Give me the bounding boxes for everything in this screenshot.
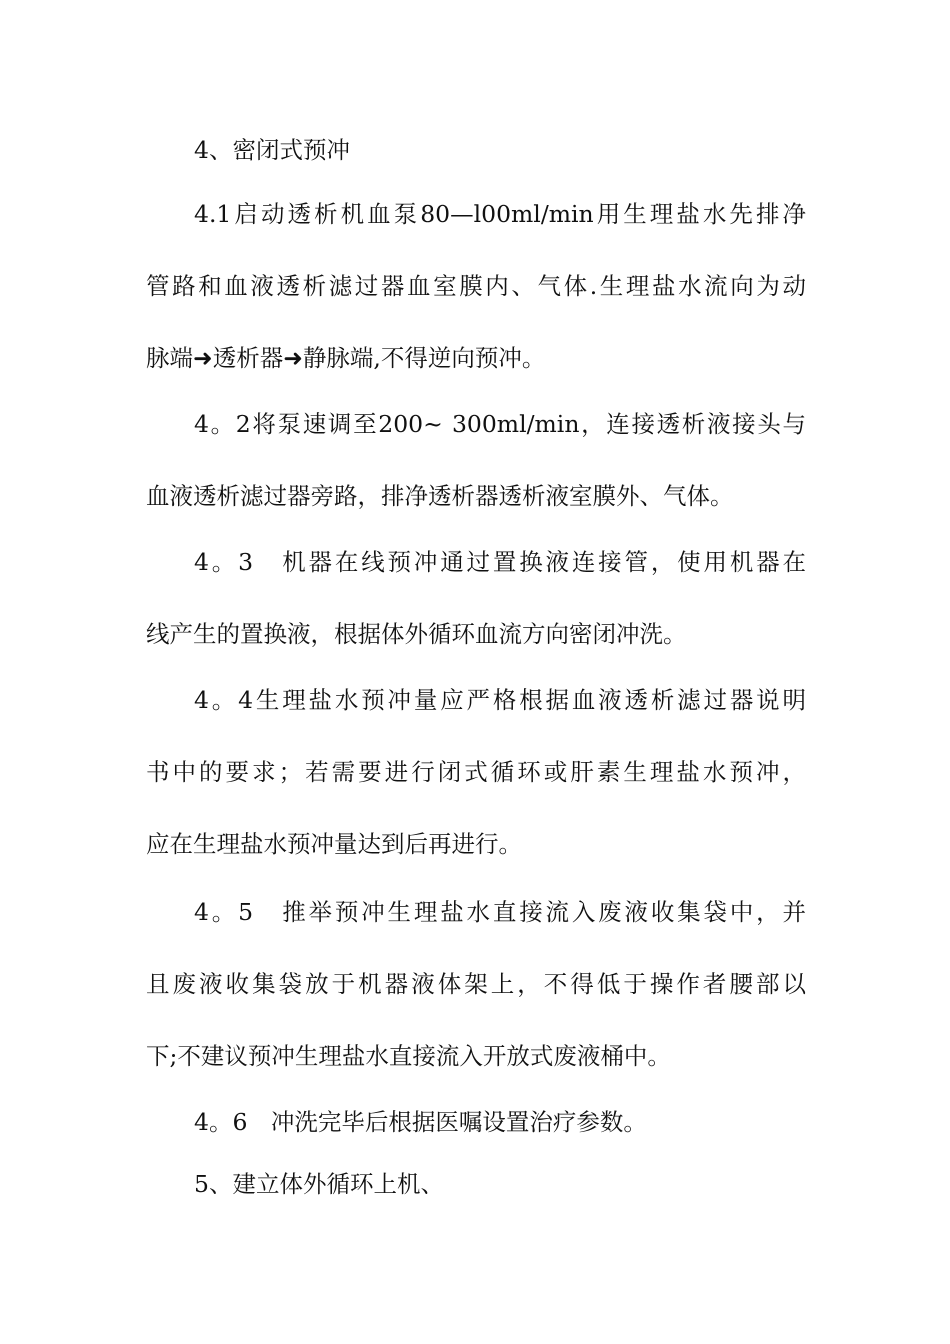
paragraph-4-4-line-2: 书中的要求；若需要进行闭式循环或肝素生理盐水预冲， [146, 758, 806, 786]
paragraph-4-3-line-2: 线产生的置换液，根据体外循环血流方向密闭冲洗。 [146, 620, 687, 648]
paragraph-4-5-line-3: 下;不建议预冲生理盐水直接流入开放式废液桶中。 [146, 1042, 671, 1070]
paragraph-4-3-line-1: 4。3 机器在线预冲通过置换液连接管，使用机器在 [194, 548, 806, 576]
section-heading-5: 5、建立体外循环上机、 [194, 1170, 444, 1198]
paragraph-4-1-line-3: 脉端➜透析器➜静脉端,不得逆向预冲。 [146, 344, 546, 372]
paragraph-4-1-line-1: 4.1启动透析机血泵80—l00ml/min用生理盐水先排净 [194, 200, 806, 228]
paragraph-4-2-line-1: 4。2将泵速调至200~ 300ml/min，连接透析液接头与 [194, 410, 806, 438]
paragraph-4-1-line-2: 管路和血液透析滤过器血室膜内、气体.生理盐水流向为动 [146, 272, 806, 300]
paragraph-4-2-line-2: 血液透析滤过器旁路，排净透析器透析液室膜外、气体。 [146, 482, 734, 510]
paragraph-4-4-line-1: 4。4生理盐水预冲量应严格根据血液透析滤过器说明 [194, 686, 806, 714]
paragraph-4-5-line-2: 且废液收集袋放于机器液体架上，不得低于操作者腰部以 [146, 970, 806, 998]
section-heading-4: 4、密闭式预冲 [194, 136, 350, 164]
paragraph-4-5-line-1: 4。5 推举预冲生理盐水直接流入废液收集袋中，并 [194, 898, 806, 926]
paragraph-4-6-line-1: 4。6 冲洗完毕后根据医嘱设置治疗参数。 [194, 1108, 647, 1136]
paragraph-4-4-line-3: 应在生理盐水预冲量达到后再进行。 [146, 830, 522, 858]
